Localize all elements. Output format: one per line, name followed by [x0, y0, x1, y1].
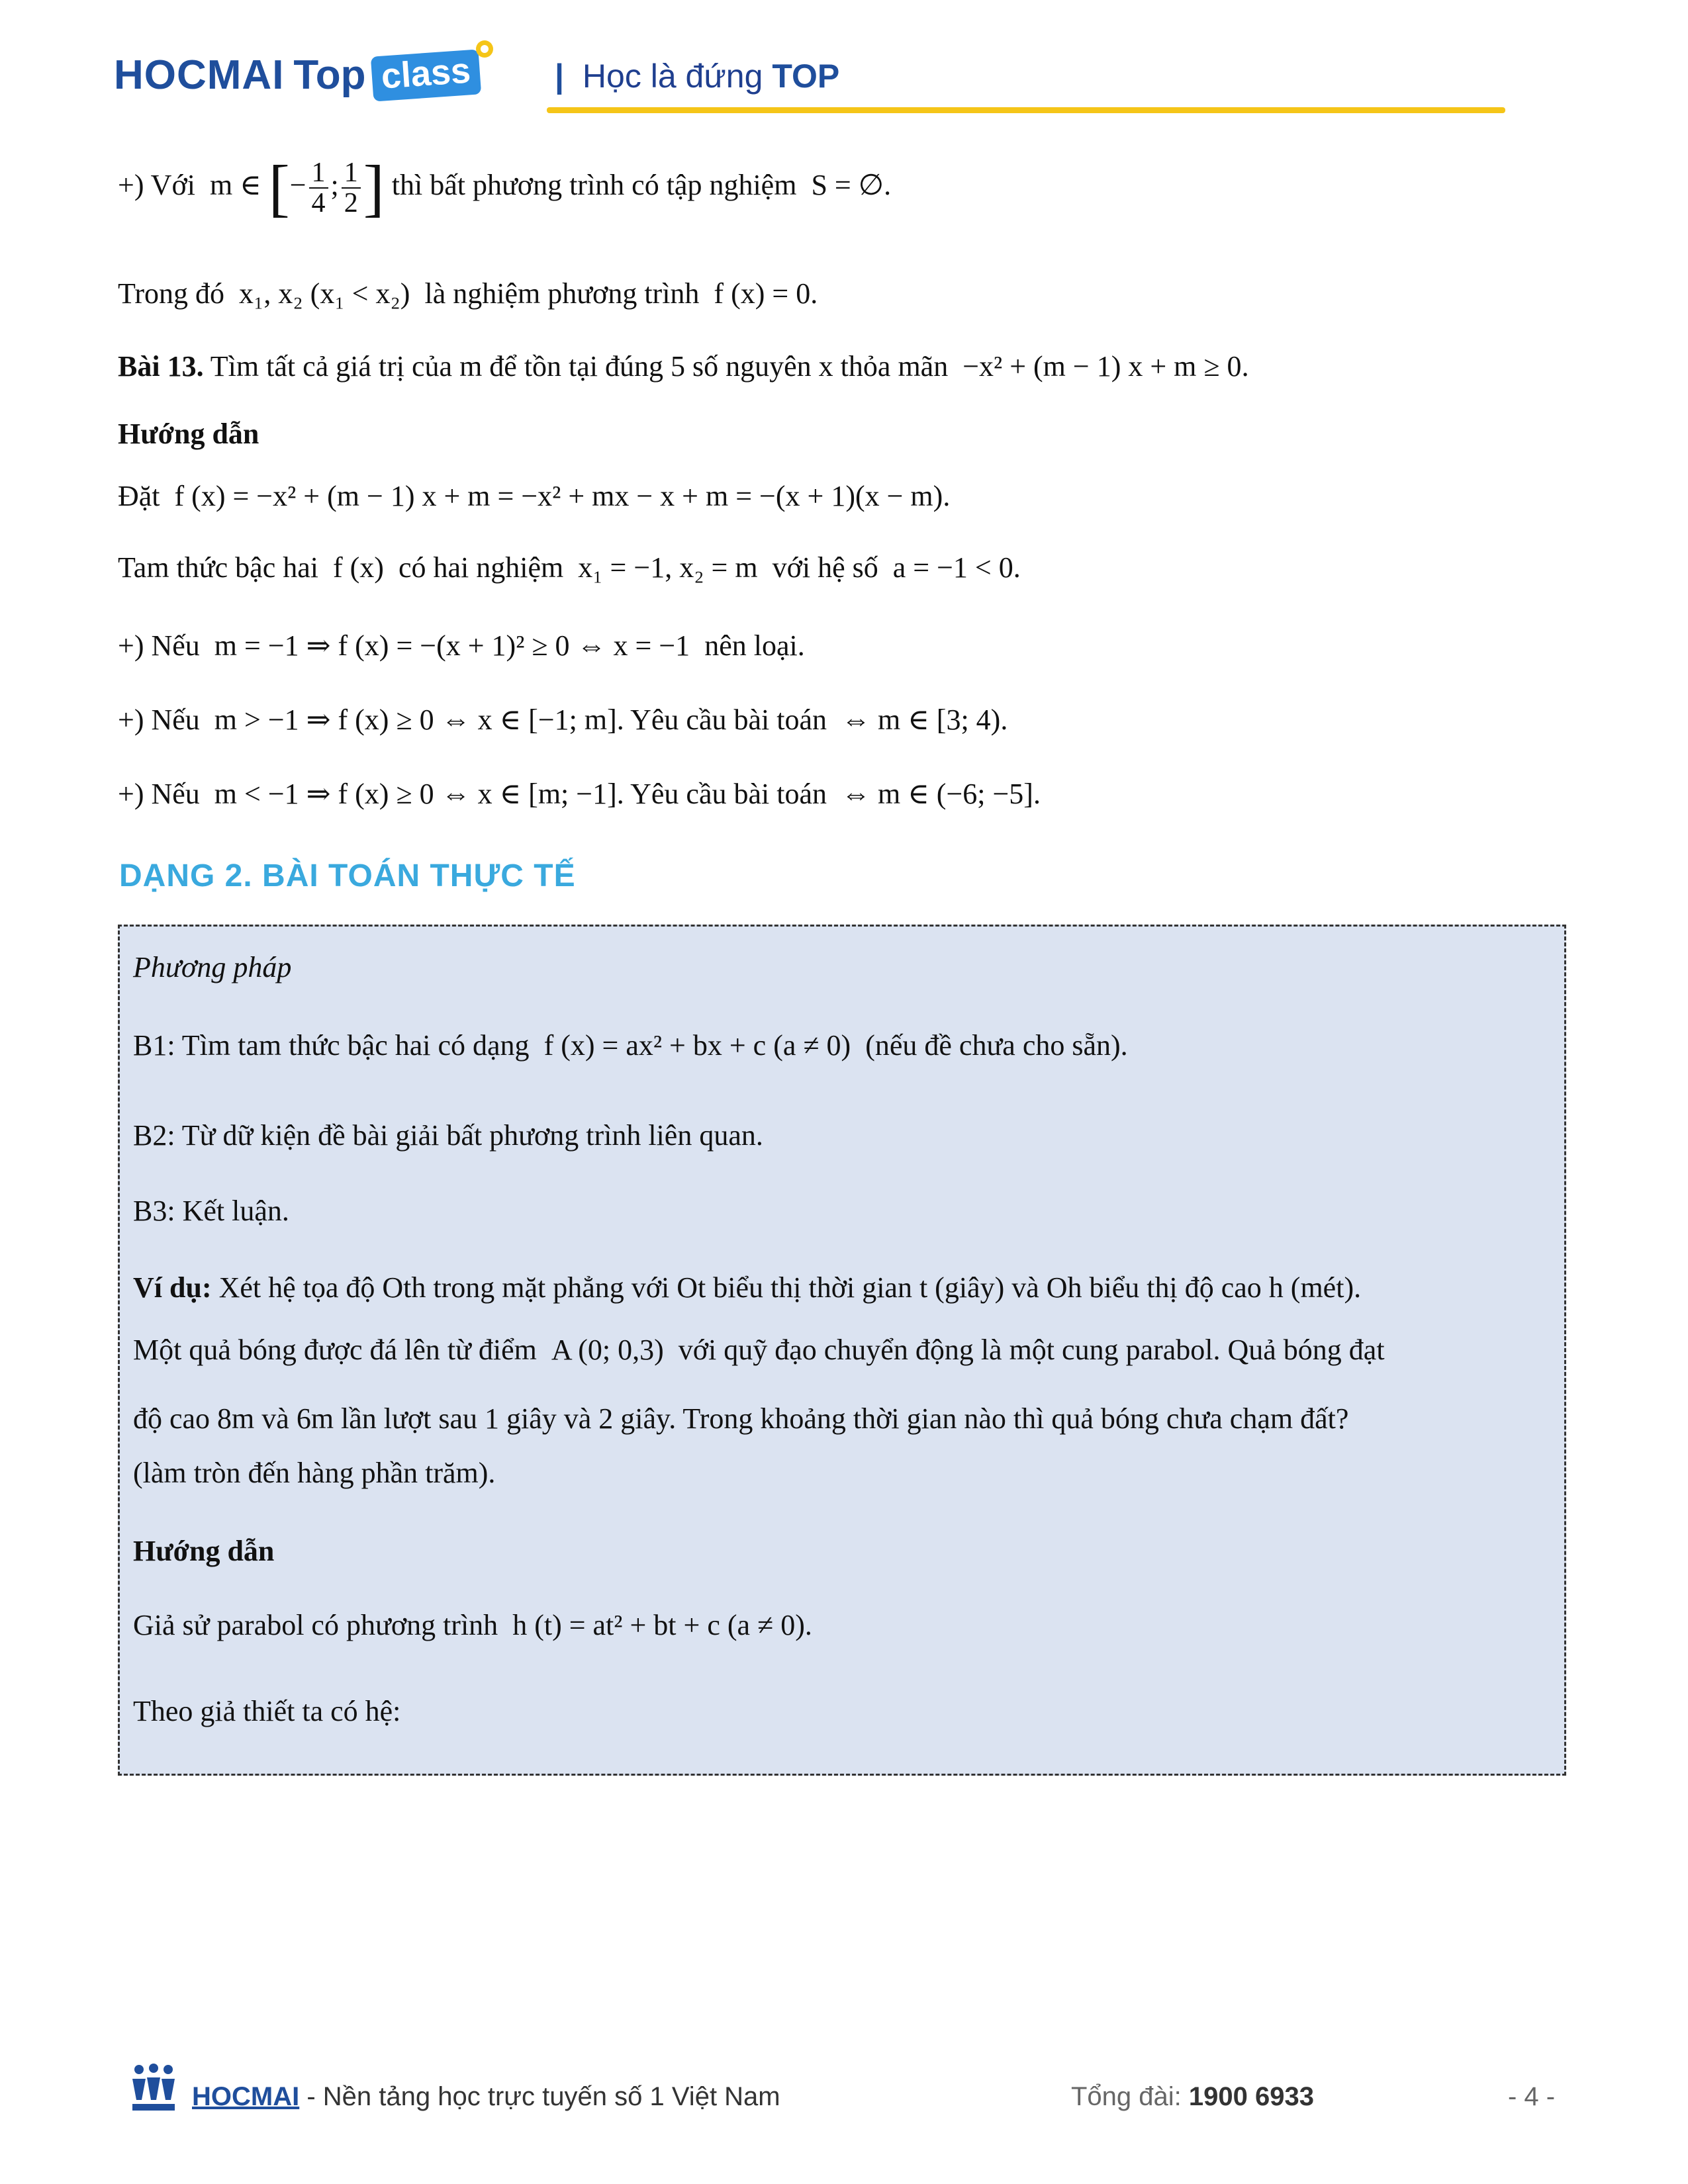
method-step-1: B1: Tìm tam thức bậc hai có dạng f (x) = ax² + bx + c (a ≠ 0) (nếu đề chưa cho sẵn).	[133, 1029, 1128, 1062]
l1-sep: ;	[330, 169, 339, 202]
footer-brand-link[interactable]: HOCMAI	[192, 2082, 300, 2111]
l1-prefix: +) Với	[118, 169, 195, 202]
method-step-2: B2: Từ dữ kiện đề bài giải bất phương trình liên quan.	[133, 1119, 763, 1152]
l3-math: −x² + (m − 1) x + m ≥ 0	[962, 350, 1242, 383]
content-line-2: Trong đó x₁, x₂ (x₁ < x₂) là nghiệm phương trình f (x) = 0.	[118, 277, 818, 310]
example-label: Ví dụ:	[133, 1271, 212, 1304]
b1-math: f (x) = ax² + bx + c (a ≠ 0)	[543, 1029, 851, 1062]
logo-top-text: Top	[293, 52, 366, 98]
l1-left-bracket: [	[268, 152, 290, 223]
guide-heading: Hướng dẫn	[118, 418, 259, 450]
content-line-7: +) Nếu m = −1 ⇒ f (x) = −(x + 1)² ≥ 0 ⇔ x = −1 nên loại.	[118, 629, 805, 662]
example-line-4: (làm tròn đến hàng phần trăm).	[133, 1457, 496, 1489]
guide-line-1: Giả sử parabol có phương trình h (t) = at² + bt + c (a ≠ 0).	[133, 1609, 812, 1641]
l2-math: x₁, x₂ (x₁ < x₂)	[238, 277, 410, 310]
content-line-9: +) Nếu m < −1 ⇒ f (x) ≥ 0 ⇔ x ∈ [m; −1]. Yêu cầu bài toán ⇔ m ∈ (−6; −5].	[118, 778, 1041, 810]
exercise-title: Bài 13.	[118, 350, 204, 383]
content-line-4	[118, 417, 259, 451]
header-divider	[547, 107, 1505, 113]
logo-class-badge: class	[371, 49, 481, 101]
l1-fraction-1: $\frac{1}{4}$	[309, 158, 328, 218]
content-line-3: Bài 13. Tìm tất cả giá trị của m để tồn tại đúng 5 số nguyên x thỏa mãn −x² + (m − 1) x + m ≥ 0.	[118, 350, 1249, 383]
star-icon	[474, 38, 495, 60]
l2-math2: f (x) = 0	[714, 277, 811, 310]
content-line-1: +) Với m ∈ [− $\frac{1}{4}$ ; $\frac{1}{2}$ ] thì bất phương trình có tập nghiệm S = ∅.	[118, 152, 892, 223]
footer-tagline: HOCMAI - Nền tảng học trực tuyến số 1 Việt Nam	[192, 2082, 780, 2111]
l1-fraction-2: $\frac{1}{2}$	[342, 158, 361, 218]
hotline-number: 1900 6933	[1188, 2082, 1314, 2111]
example-line-1: Ví dụ: Xét hệ tọa độ Oth trong mặt phẳng với Ot biểu thị thời gian t (giây) và Oh biểu thị độ cao h (mét).	[133, 1271, 1362, 1304]
l1-suffix: thì bất phương trình có tập nghiệm	[391, 169, 797, 202]
method-title: Phương pháp	[133, 951, 292, 983]
example-line-2: Một quả bóng được đá lên từ điểm A (0; 0,3) với quỹ đạo chuyển động là một cung parabol. Quả bóng đạt	[133, 1334, 1385, 1366]
content-line-5: Đặt f (x) = −x² + (m − 1) x + m = −x² + mx − x + m = −(x + 1)(x − m).	[118, 480, 951, 512]
content-line-8: +) Nếu m > −1 ⇒ f (x) ≥ 0 ⇔ x ∈ [−1; m]. Yêu cầu bài toán ⇔ m ∈ [3; 4).	[118, 704, 1008, 736]
l5-math: f (x) = −x² + (m − 1) x + m = −x² + mx − x + m = −(x + 1)(x − m)	[174, 480, 943, 512]
guide-line-2: Theo giả thiết ta có hệ:	[133, 1695, 401, 1727]
brand-logo	[114, 52, 481, 99]
example-guide-heading: Hướng dẫn	[133, 1535, 275, 1567]
l1-right-bracket: ]	[363, 152, 385, 223]
page-number: - 4 -	[1508, 2082, 1556, 2111]
slogan-divider: |	[555, 58, 564, 95]
l1-minus: −	[289, 169, 306, 202]
method-step-3: B3: Kết luận.	[133, 1195, 289, 1227]
l1-m-in: m ∈	[209, 169, 261, 202]
content-line-6: Tam thức bậc hai f (x) có hai nghiệm x₁ = −1, x₂ = m với hệ số a = −1 < 0.	[118, 551, 1021, 584]
l1-math: S = ∅	[811, 169, 884, 202]
example-line-3: độ cao 8m và 6m lần lượt sau 1 giây và 2 giây. Trong khoảng thời gian nào thì quả bóng chưa chạm đất?	[133, 1402, 1349, 1435]
section-heading: DẠNG 2. BÀI TOÁN THỰC TẾ	[119, 858, 576, 893]
method-box	[118, 925, 1566, 1776]
hocmai-people-icon	[130, 2063, 177, 2113]
header-slogan	[555, 57, 839, 95]
slogan-text: Học là đứng	[582, 58, 763, 95]
slogan-strong: TOP	[772, 58, 840, 95]
footer-hotline: Tổng đài: 1900 6933	[1071, 2082, 1314, 2111]
logo-hocmai-text: HOCMAI	[114, 52, 285, 98]
